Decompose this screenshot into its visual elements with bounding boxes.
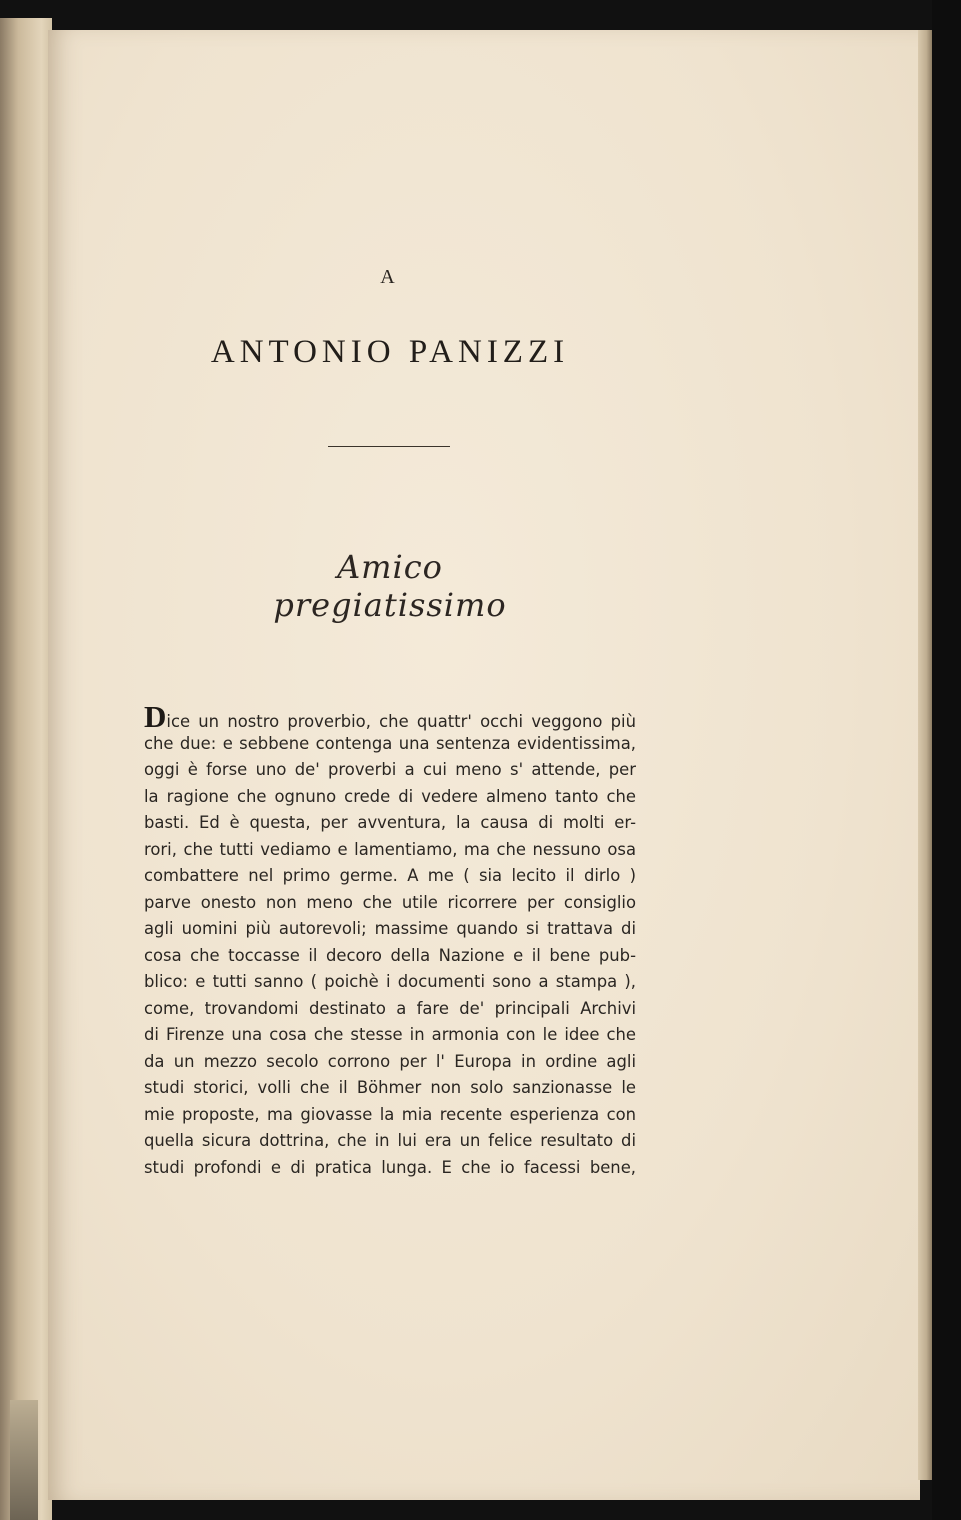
text-line: oggi è forse uno de' proverbi a cui meno s' attende, per [144,760,636,779]
text-line: studi storici, volli che il Böhmer non solo sanzionasse le [144,1078,636,1097]
book-binding [10,1400,38,1520]
letter-body [144,699,636,1181]
salutation: Amico pregiatissimo [273,548,507,624]
text-line: rori, che tutti vediamo e lamentiamo, ma che nessuno osa [144,839,636,859]
facing-page-edge [0,18,52,1520]
text-line: agli uomini più autorevoli; massime quando si trattava di [144,919,636,938]
text-line: cosa che toccasse il decoro della Nazione e il bene pub- [144,945,636,965]
text-line: basti. Ed è questa, per avventura, la causa di molti er- [144,813,636,832]
text-line: mie proposte, ma giovasse la mia recente esperienza con [144,1104,636,1124]
text-line: di Firenze una cosa che stesse in armonia con le idee che [144,1025,636,1044]
heading-rule [328,446,450,447]
text-line: Dice un nostro proverbio, che quattr' occhi veggono più [144,699,636,734]
text-line: quella sicura dottrina, che in lui era un felice resultato di [144,1131,636,1150]
text-line: da un mezzo secolo corrono per l' Europa in ordine agli [144,1051,636,1071]
text-line: combattere nel primo germe. A me ( sia lecito il dirlo ) [144,866,636,885]
text-line: studi profondi e di pratica lunga. E che io facessi bene, [144,1157,636,1177]
scan-background [932,0,961,1520]
text-line: parve onesto non meno che utile ricorrere per consiglio [144,892,636,912]
text-line: blico: e tutti sanno ( poichè i documenti sono a stampa ), [144,972,636,991]
dedication-prefix: A [380,266,396,288]
drop-cap: D [144,699,167,734]
page-stack-edge [918,30,932,1480]
dedication-recipient: ANTONIO PANIZZI [210,334,570,370]
text-line: che due: e sebbene contenga una sentenza evidentissima, [144,733,636,753]
text-line: come, trovandomi destinato a fare de' principali Archivi [144,998,636,1018]
text-line: la ragione che ognuno crede di vedere almeno tanto che [144,786,636,806]
